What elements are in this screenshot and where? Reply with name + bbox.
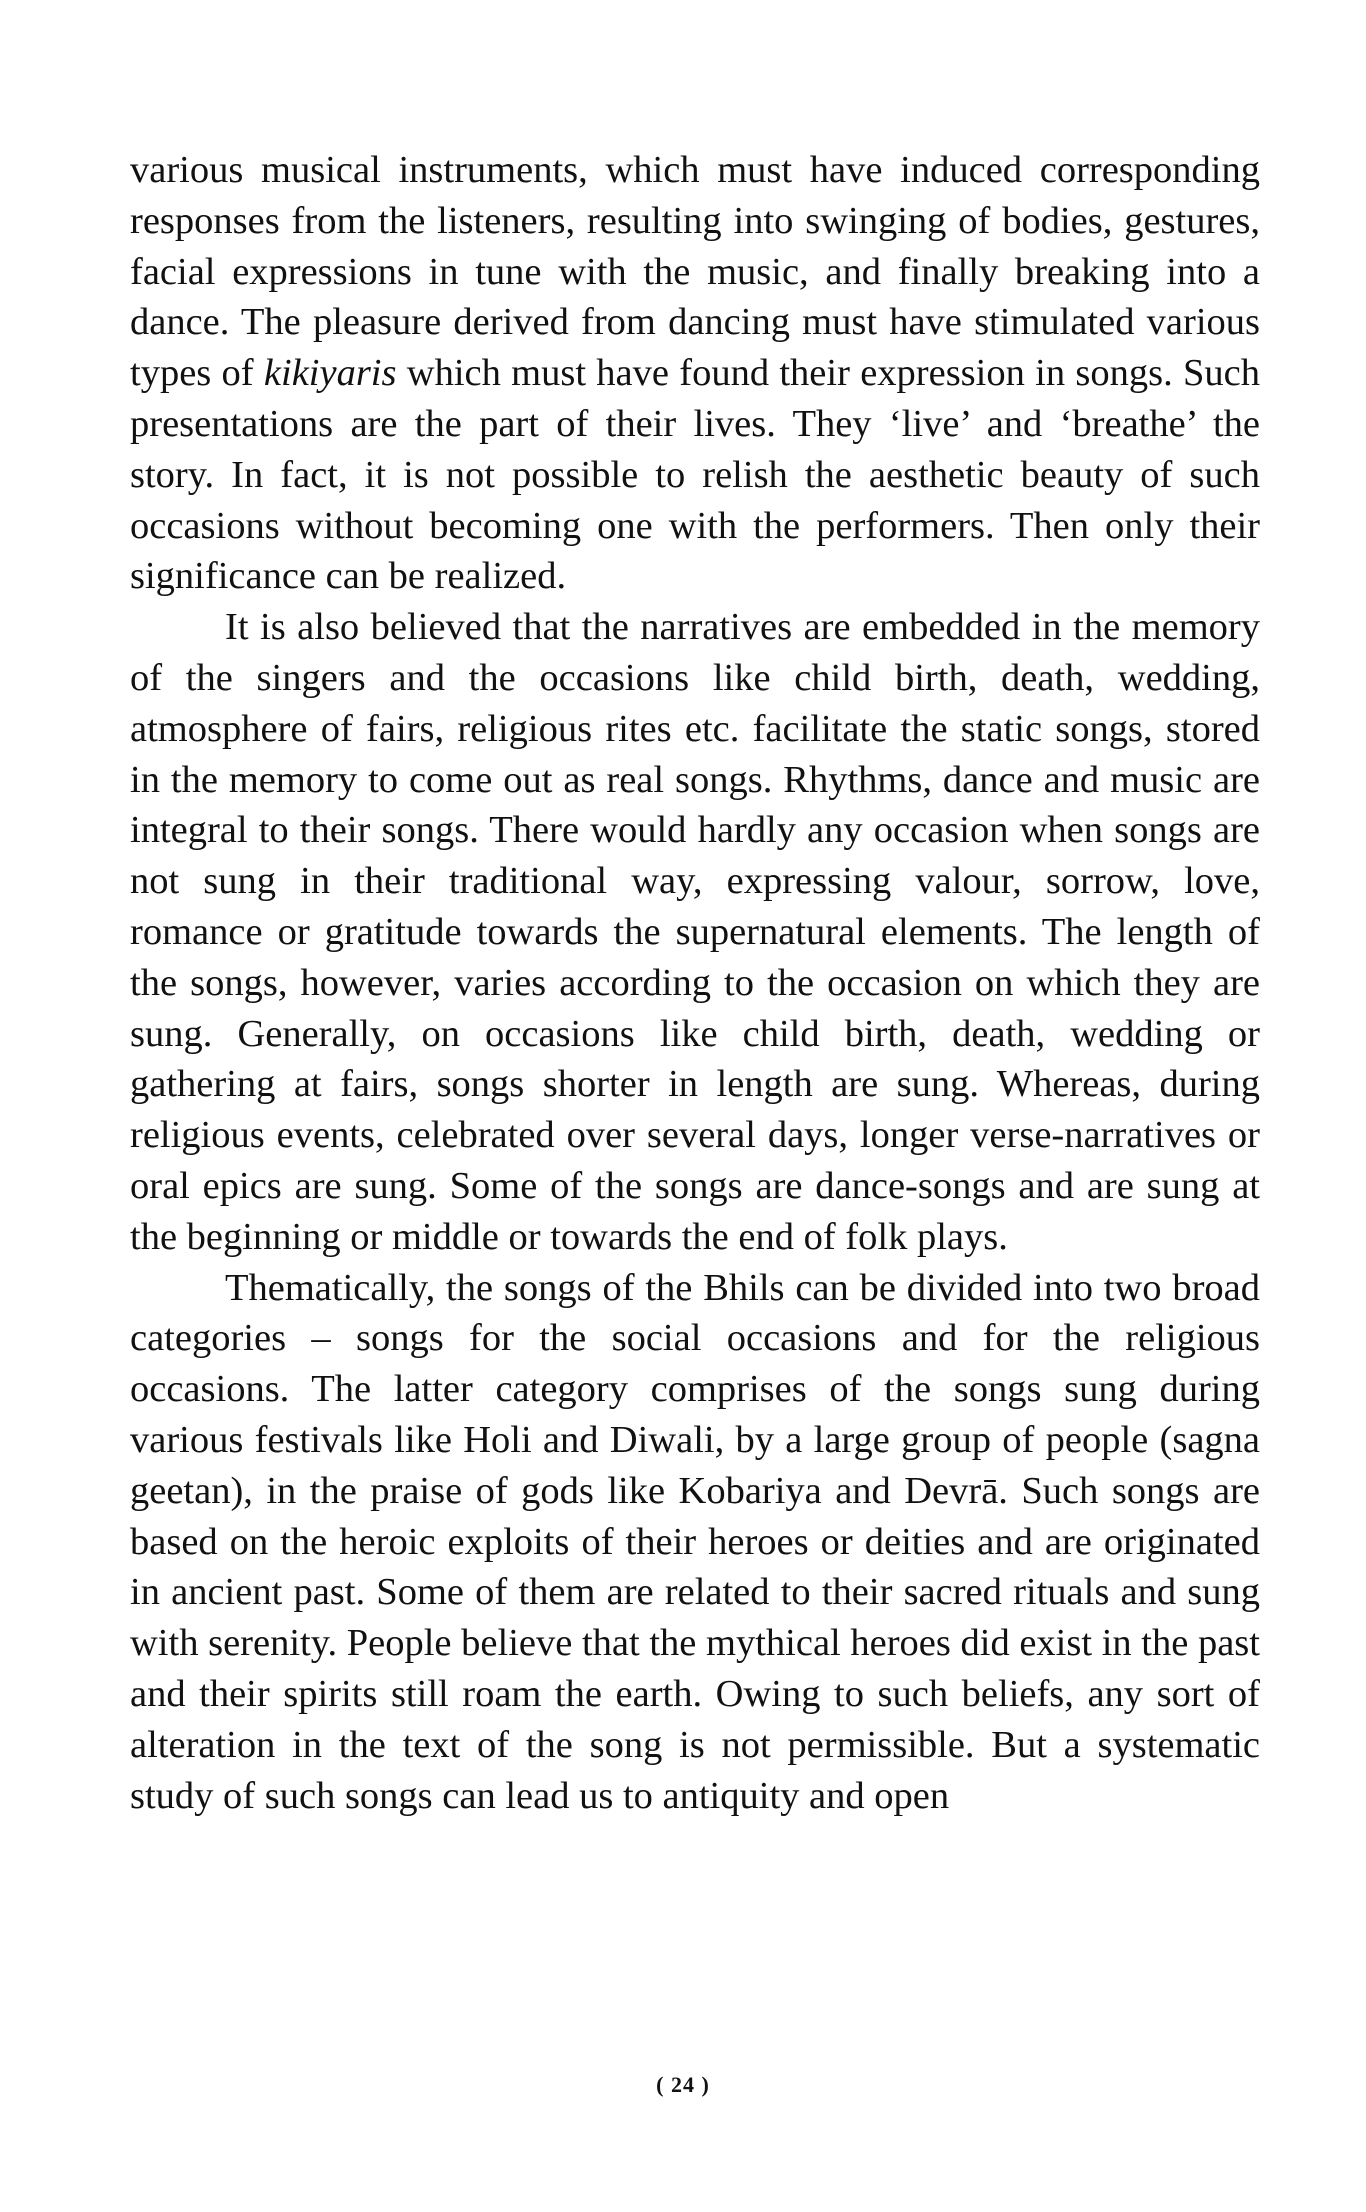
paragraph-1: [130, 145, 1260, 602]
paragraph-2: It is also believed that the narratives are embedded in the memory of the singers and the occasions like child birth, death, wedding, atmosphere of fairs, religious rites etc. facilitate the static songs, stored in the memory to come out as real songs. Rhythms, dance and music are integral to their songs. There would hardly any occasion when songs are not sung in their traditional way, expressing valour, sorrow, love, romance or gratitude towards the supernatural elements. The length of the songs, however, varies according to the occasion on which they are sung. Generally, on occasions like child birth, death, wedding or gathering at fairs, songs shorter in length are sung. Whereas, during religious events, celebrated over several days, longer verse-narratives or oral epics are sung. Some of the songs are dance-songs and are sung at the beginning or middle or towards the end of folk plays.: [130, 606, 1260, 1258]
paragraph-1-text-b: which must have found their expression in songs. Such presentations are the part of their lives. They ‘live’ and ‘breathe’ the story. In fact, it is not possible to relish the aesthetic beauty of such occasions without becoming one with the performers. Then only their significance can be realized.: [130, 352, 1260, 598]
body-text: [130, 145, 1260, 1821]
paragraph-1-text-a: various musical instruments, which must have induced corresponding responses from the listeners, resulting into swinging of bodies, gestures, facial expressions in tune with the music, and finally breaking into a dance. The pleasure derived from dancing must have stimulated various types of: [130, 149, 1260, 395]
page-number: ( 24 ): [656, 2072, 710, 2097]
italic-term-kikiyaris: kikiyaris: [263, 352, 397, 395]
paragraph-3: Thematically, the songs of the Bhils can be divided into two broad categories – songs for the social occasions and for the religious occasions. The latter category comprises of the songs sung during various festivals like Holi and Diwali, by a large group of people (sagna geetan), in the praise of gods like Kobariya and Devrā. Such songs are based on the heroic exploits of their heroes or deities and are originated in ancient past. Some of them are related to their sacred rituals and sung with serenity. People believe that the mythical heroes did exist in the past and their spirits still roam the earth. Owing to such beliefs, any sort of alteration in the text of the song is not permissible. But a systematic study of such songs can lead us to antiquity and open: [130, 1266, 1260, 1817]
